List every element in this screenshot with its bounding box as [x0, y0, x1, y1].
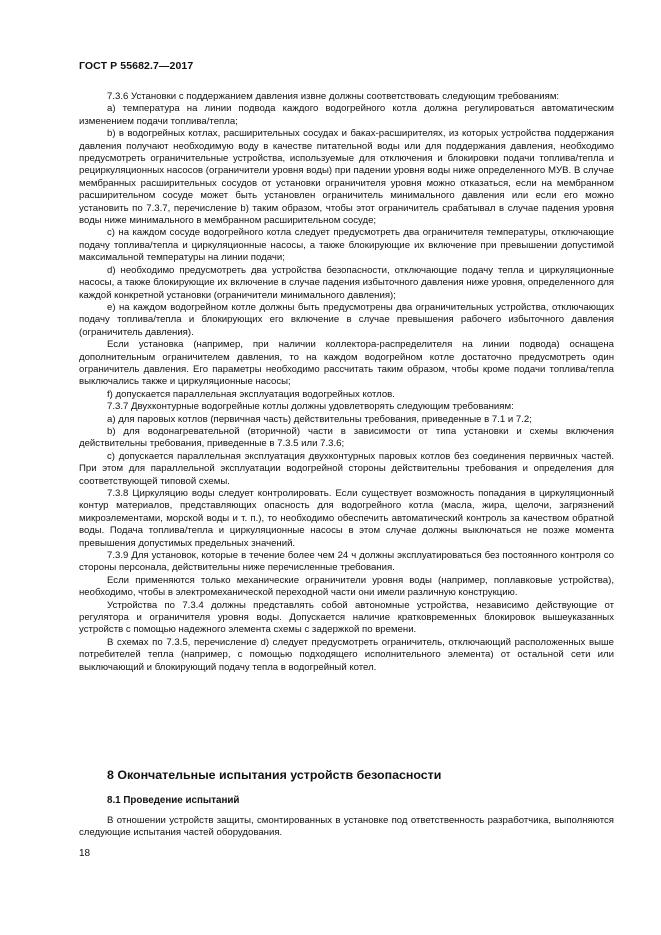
- list-item-a-steam: а) для паровых котлов (первичная часть) действительны требования, приведенные в 7.1 и 7.2;: [107, 413, 532, 425]
- list-item-b-water: b) для водонагревательной (вторичной) части в зависимости от типа установки и схемы включения действительны требования, приведенные в 7.3.5 или 7.3.6;: [79, 425, 614, 450]
- paragraph-7-3-7: 7.3.7 Двухконтурные водогрейные котлы должны удовлетворять следующим требованиям:: [107, 401, 514, 413]
- paragraph-additional-limiter: Если установка (например, при наличии коллектора-распределителя на линии подвода) оснащена дополнительным ограничителем давления, то на каждом водогрейном котле достаточно предусмотреть один ограничитель давления. Его параметры необходимо рассчитать таким образом, чтобы кроме подачи топлива/тепла выключались также и циркуляционные насосы;: [79, 339, 614, 388]
- section-intro-text: В отношении устройств защиты, смонтированных в установке под ответственность разработчика, выполняются следующие испытания частей оборудования.: [79, 815, 614, 839]
- page-number: 18: [79, 848, 91, 859]
- document-header-standard: ГОСТ Р 55682.7—2017: [79, 60, 194, 72]
- paragraph-autonomous-devices: Устройства по 7.3.4 должны представлять собой автономные устройства, независимо действующие от регулятора и ограничителя уровня воды. Допускается наличие кратковременных блокировок вышеуказанных устройств с помощью надежного элемента схемы с задержкой по времени.: [79, 599, 614, 636]
- paragraph-7-3-9: 7.3.9 Для установок, которые в течение более чем 24 ч должны эксплуатироваться без постоянного контроля со стороны персонала, действительны ниже перечисленные требования.: [79, 550, 614, 574]
- paragraph-7-3-6: 7.3.6 Установки с поддержанием давления извне должны соответствовать следующим требованиям:: [107, 91, 560, 102]
- paragraph-schemes-7-3-5: В схемах по 7.3.5, перечисление d) следует предусмотреть ограничитель, отключающий расположенных выше потребителей тепла (например, с помощью подходящего исполнительного элемента) от остальной сети или выключающий и блокирующий подачу тепла в водогрейный котел.: [79, 636, 614, 673]
- list-item-a: а) температура на линии подвода каждого водогрейного котла должна регулироваться автоматическим изменением подачи топлива/тепла;: [79, 103, 614, 127]
- section-intro: [79, 815, 614, 840]
- list-item-e: е) на каждом водогрейном котле должны быть предусмотрены два ограничительных устройства, отключающих подачу топлива/тепла и блокирующих его включение в случае превышения рабочего избыточного давления (ограничитель давления).: [79, 301, 614, 338]
- list-item-c: с) на каждом сосуде водогрейного котла следует предусмотреть два ограничителя температуры, отключающие подачу топлива/тепла и циркуляционные насосы, а также блокирующие их включение при превышении допустимой максимальной температуры на линии подачи;: [79, 227, 614, 264]
- subsection-title: 8.1 Проведение испытаний: [107, 795, 240, 806]
- list-item-b: b) в водогрейных котлах, расширительных сосудах и баках-расширителях, из которых устройства поддержания давления получают необходимую воду в качестве питательной воды или для поддержания давления, необходимо предусмотреть ограничительные устройства, используемые для отключения и блокировки подачи топлива/тепла и рециркуляционных насосов (ограничители уровня воды) при падении уровня воды ниже определенного МУВ. В случае мембранных расширительных сосудов от установки ограничителя уровня можно отказаться, если на мембранном расширительном сосуде может быть установлен ограничитель минимального давления или если его можно установить по 7.3.7, перечисление b) таким образом, чтобы этот ограничитель срабатывал в случае падения уровня воды ниже минимального в мембранном расширительном сосуде;: [79, 128, 614, 227]
- list-item-f: f) допускается параллельная эксплуатация водогрейных котлов.: [107, 388, 395, 400]
- list-item-d: d) необходимо предусмотреть два устройства безопасности, отключающие подачу тепла и циркуляционные насосы, а также блокирующие их включение в случае падения избыточного давления ниже уровня, определенного для каждой конкретной установки (ограничители минимального давления);: [79, 264, 614, 301]
- paragraph-mechanical-limiters: Если применяются только механические ограничители уровня воды (например, поплавковые устройства), необходимо, чтобы в электромеханической переходной части они имели различную конструкцию.: [79, 574, 614, 599]
- list-item-c-parallel: с) допускается параллельная эксплуатация двухконтурных паровых котлов без соединения первичных частей. При этом для параллельной эксплуатации водогрейной стороны действительны требования и определения для соответствующей типовой схемы.: [79, 450, 614, 487]
- section-title: 8 Окончательные испытания устройств безопасности: [107, 768, 442, 782]
- paragraph-7-3-8: 7.3.8 Циркуляцию воды следует контролировать. Если существует возможность попадания в циркуляционный контур материалов, представляющих опасность для водогрейного котла (масла, жира, щелочи, загрязнений микроэлементами, морской воды и т. п.), то необходимо обеспечить автоматический контроль за качеством обратной воды. Подача топлива/тепла и циркуляционные насосы в этом случае должны выключаться не позже момента превышения допустимых предельных значений.: [79, 488, 614, 549]
- document-body: [79, 91, 614, 674]
